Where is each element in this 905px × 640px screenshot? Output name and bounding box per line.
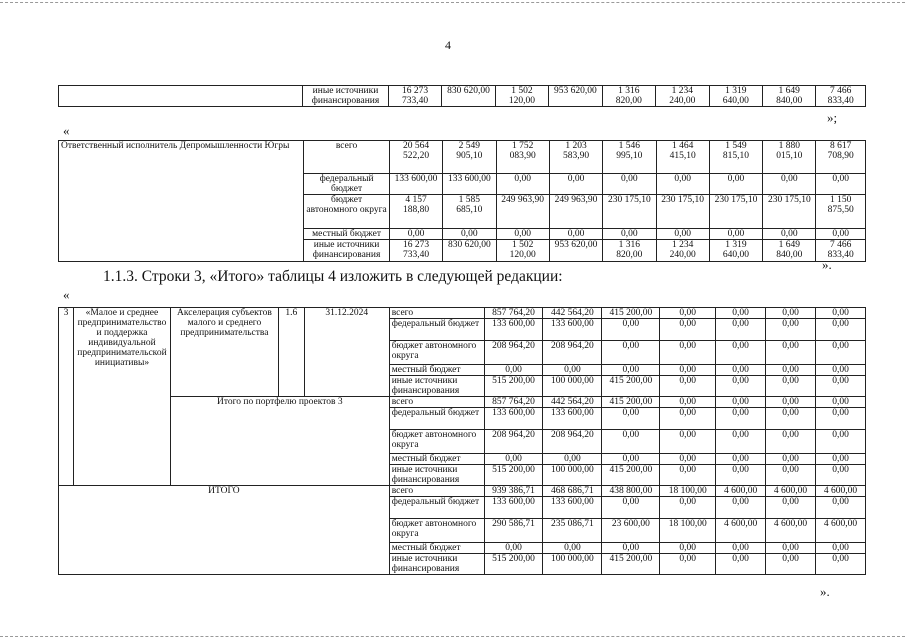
value-cell: 0,00 <box>602 454 660 465</box>
value-cell: 0,00 <box>660 543 716 554</box>
value-cell: 100 000,00 <box>543 554 602 575</box>
value-cell: 0,00 <box>709 229 762 240</box>
value-cell: 133 600,00 <box>484 319 543 341</box>
value-cell: 7 466 833,40 <box>816 240 866 262</box>
value-cell: 0,00 <box>716 376 766 397</box>
value-cell: 1 549 815,10 <box>709 141 762 174</box>
value-cell: 1 234 240,00 <box>656 240 709 262</box>
value-cell: 0,00 <box>816 454 866 465</box>
value-cell: 0,00 <box>602 543 660 554</box>
table-row <box>59 86 866 107</box>
value-cell: 0,00 <box>766 397 816 408</box>
value-cell: 0,00 <box>766 308 816 319</box>
value-cell: 0,00 <box>716 465 766 486</box>
value-cell: 1 880 015,10 <box>763 141 816 174</box>
value-cell: 4 600,00 <box>766 519 816 543</box>
value-cell: 1 316 820,00 <box>603 240 656 262</box>
row-label: иные источники финансирования <box>304 240 390 262</box>
value-cell: 0,00 <box>709 174 762 195</box>
value-cell: 0,00 <box>716 454 766 465</box>
value-cell: 0,00 <box>816 465 866 486</box>
value-cell: 0,00 <box>816 397 866 408</box>
value-cell: 0,00 <box>656 229 709 240</box>
row-label: местный бюджет <box>389 365 484 376</box>
value-cell: 0,00 <box>716 543 766 554</box>
value-cell: 0,00 <box>816 319 866 341</box>
table-row <box>59 486 866 497</box>
value-cell: 16 273 733,40 <box>389 240 442 262</box>
value-cell: 1 752 083,90 <box>496 141 549 174</box>
value-cell: 133 600,00 <box>543 408 602 430</box>
value-cell: 0,00 <box>816 365 866 376</box>
value-cell: 133 600,00 <box>543 319 602 341</box>
value-cell: 0,00 <box>660 365 716 376</box>
value-cell: 0,00 <box>766 454 816 465</box>
opening-quote: « <box>63 287 70 302</box>
value-cell: 415 200,00 <box>602 465 660 486</box>
value-cell: 0,00 <box>716 319 766 341</box>
row-label: федеральный бюджет <box>389 408 484 430</box>
value-cell: 0,00 <box>766 341 816 365</box>
value-cell: 0,00 <box>484 365 543 376</box>
value-cell: 208 964,20 <box>484 341 543 365</box>
value-cell: 515 200,00 <box>484 554 543 575</box>
value-cell: 1 546 995,10 <box>603 141 656 174</box>
value-cell: 0,00 <box>766 376 816 397</box>
value-cell: 1 649 840,00 <box>762 86 815 107</box>
value-cell: 230 175,10 <box>603 195 656 229</box>
value-cell: 830 620,00 <box>443 240 496 262</box>
value-cell: 0,00 <box>816 430 866 454</box>
value-cell: 0,00 <box>763 229 816 240</box>
value-cell: 100 000,00 <box>543 376 602 397</box>
value-cell: 16 273 733,40 <box>388 86 441 107</box>
value-cell: 18 100,00 <box>660 486 716 497</box>
row-label: бюджет автономного округа <box>389 341 484 365</box>
value-cell: 0,00 <box>602 430 660 454</box>
value-cell: 1 649 840,00 <box>763 240 816 262</box>
deadline-date: 31.12.2024 <box>304 308 389 397</box>
row-number: 3 <box>59 308 74 486</box>
value-cell: 208 964,20 <box>484 430 543 454</box>
value-cell: 0,00 <box>543 543 602 554</box>
value-cell: 1 203 583,90 <box>549 141 602 174</box>
value-cell: 0,00 <box>716 397 766 408</box>
value-cell: 4 600,00 <box>716 519 766 543</box>
value-cell: 2 549 905,10 <box>443 141 496 174</box>
value-cell: 1 464 415,10 <box>656 141 709 174</box>
row-label: всего <box>389 397 484 408</box>
event-code: 1.6 <box>278 308 304 397</box>
value-cell: 438 800,00 <box>602 486 660 497</box>
value-cell: 133 600,00 <box>389 174 442 195</box>
value-cell: 0,00 <box>816 229 866 240</box>
value-cell: 23 600,00 <box>602 519 660 543</box>
value-cell: 235 086,71 <box>543 519 602 543</box>
section-heading: 1.1.3. Строки 3, «Итого» таблицы 4 изложить в следующей редакции: <box>103 268 563 285</box>
value-cell: 230 175,10 <box>763 195 816 229</box>
value-cell: 0,00 <box>766 430 816 454</box>
value-cell: 468 686,71 <box>543 486 602 497</box>
event-name: Акселерация субъектов малого и среднего предпринимательства <box>170 308 278 397</box>
value-cell: 0,00 <box>716 497 766 519</box>
value-cell: 857 764,20 <box>484 308 543 319</box>
value-cell: 0,00 <box>603 229 656 240</box>
row-label: бюджет автономного округа <box>389 519 484 543</box>
closing-quote: ». <box>822 257 832 272</box>
value-cell: 515 200,00 <box>484 376 543 397</box>
value-cell: 0,00 <box>602 341 660 365</box>
value-cell: 0,00 <box>484 454 543 465</box>
value-cell: 8 617 708,90 <box>816 141 866 174</box>
value-cell: 0,00 <box>660 497 716 519</box>
value-cell: 0,00 <box>496 174 549 195</box>
value-cell: 0,00 <box>716 408 766 430</box>
value-cell: 0,00 <box>766 554 816 575</box>
portfolio-total-label: Итого по портфелю проектов 3 <box>170 397 389 486</box>
value-cell: 0,00 <box>602 319 660 341</box>
blank-cell <box>59 86 303 107</box>
value-cell: 4 600,00 <box>716 486 766 497</box>
value-cell: 0,00 <box>816 376 866 397</box>
value-cell: 0,00 <box>816 497 866 519</box>
value-cell: 0,00 <box>603 174 656 195</box>
value-cell: 0,00 <box>660 454 716 465</box>
value-cell: 0,00 <box>660 430 716 454</box>
value-cell: 0,00 <box>484 543 543 554</box>
value-cell: 0,00 <box>602 365 660 376</box>
value-cell: 0,00 <box>716 308 766 319</box>
row-label: иные источники финансирования <box>389 465 484 486</box>
value-cell: 442 564,20 <box>543 397 602 408</box>
value-cell: 0,00 <box>766 465 816 486</box>
scan-top-edge <box>0 2 905 3</box>
value-cell: 1 585 685,10 <box>443 195 496 229</box>
project-table <box>58 307 866 575</box>
value-cell: 415 200,00 <box>602 376 660 397</box>
value-cell: 133 600,00 <box>543 497 602 519</box>
row-label: местный бюджет <box>389 543 484 554</box>
value-cell: 0,00 <box>716 341 766 365</box>
value-cell: 0,00 <box>549 229 602 240</box>
value-cell: 0,00 <box>716 365 766 376</box>
value-cell: 4 600,00 <box>766 486 816 497</box>
value-cell: 0,00 <box>660 397 716 408</box>
value-cell: 208 964,20 <box>543 341 602 365</box>
value-cell: 0,00 <box>656 174 709 195</box>
table-row <box>59 308 866 319</box>
value-cell: 1 502 120,00 <box>495 86 548 107</box>
value-cell: 249 963,90 <box>549 195 602 229</box>
value-cell: 0,00 <box>816 308 866 319</box>
executor-table <box>58 140 866 262</box>
value-cell: 0,00 <box>543 365 602 376</box>
value-cell: 515 200,00 <box>484 465 543 486</box>
row-label: местный бюджет <box>389 454 484 465</box>
executor-cell: Ответственный исполнитель Депромышленности Югры <box>59 141 304 262</box>
value-cell: 0,00 <box>816 543 866 554</box>
row-label: всего <box>304 141 390 174</box>
row-label: всего <box>389 308 484 319</box>
value-cell: 0,00 <box>716 430 766 454</box>
value-cell: 0,00 <box>660 319 716 341</box>
value-cell: 1 234 240,00 <box>656 86 709 107</box>
value-cell: 0,00 <box>543 454 602 465</box>
value-cell: 953 620,00 <box>549 86 602 107</box>
value-cell: 290 586,71 <box>484 519 543 543</box>
value-cell: 0,00 <box>816 554 866 575</box>
value-cell: 4 600,00 <box>816 519 866 543</box>
value-cell: 0,00 <box>660 376 716 397</box>
value-cell: 0,00 <box>602 408 660 430</box>
value-cell: 939 386,71 <box>484 486 543 497</box>
closing-quote: ». <box>820 584 830 599</box>
value-cell: 249 963,90 <box>496 195 549 229</box>
value-cell: 0,00 <box>766 497 816 519</box>
row-label: федеральный бюджет <box>304 174 390 195</box>
row-label: бюджет автономного округа <box>389 430 484 454</box>
value-cell: 0,00 <box>549 174 602 195</box>
value-cell: 0,00 <box>816 341 866 365</box>
grand-total-label: ИТОГО <box>59 486 390 575</box>
value-cell: 0,00 <box>816 174 866 195</box>
value-cell: 0,00 <box>496 229 549 240</box>
row-label: федеральный бюджет <box>389 319 484 341</box>
value-cell: 1 316 820,00 <box>602 86 655 107</box>
value-cell: 0,00 <box>660 465 716 486</box>
value-cell: 0,00 <box>816 408 866 430</box>
value-cell: 0,00 <box>763 174 816 195</box>
value-cell: 1 319 640,00 <box>709 240 762 262</box>
project-name: «Малое и среднее предпринимательство и поддержка индивидуальной предпринимательской инициативы» <box>73 308 170 486</box>
row-label: бюджет автономного округа <box>304 195 390 229</box>
value-cell: 857 764,20 <box>484 397 543 408</box>
value-cell: 0,00 <box>443 229 496 240</box>
row-label: иные источники финансирования <box>389 554 484 575</box>
value-cell: 230 175,10 <box>709 195 762 229</box>
value-cell: 230 175,10 <box>656 195 709 229</box>
value-cell: 0,00 <box>602 497 660 519</box>
value-cell: 1 319 640,00 <box>709 86 762 107</box>
value-cell: 0,00 <box>660 341 716 365</box>
value-cell: 442 564,20 <box>543 308 602 319</box>
value-cell: 0,00 <box>660 308 716 319</box>
value-cell: 0,00 <box>716 554 766 575</box>
value-cell: 133 600,00 <box>484 408 543 430</box>
continuation-table <box>58 85 866 107</box>
table-row <box>59 397 866 408</box>
value-cell: 415 200,00 <box>602 308 660 319</box>
value-cell: 415 200,00 <box>602 554 660 575</box>
value-cell: 100 000,00 <box>543 465 602 486</box>
closing-quote: »; <box>827 110 838 125</box>
table-row <box>59 141 866 174</box>
value-cell: 20 564 522,20 <box>389 141 442 174</box>
value-cell: 208 964,20 <box>543 430 602 454</box>
opening-quote: « <box>63 123 70 138</box>
value-cell: 4 600,00 <box>816 486 866 497</box>
scan-bottom-edge <box>0 636 905 637</box>
value-cell: 830 620,00 <box>442 86 495 107</box>
value-cell: 415 200,00 <box>602 397 660 408</box>
value-cell: 4 157 188,80 <box>389 195 442 229</box>
value-cell: 7 466 833,40 <box>816 86 866 107</box>
value-cell: 133 600,00 <box>484 497 543 519</box>
value-cell: 953 620,00 <box>549 240 602 262</box>
value-cell: 0,00 <box>766 319 816 341</box>
row-label: иные источники финансирования <box>389 376 484 397</box>
row-label: местный бюджет <box>304 229 390 240</box>
value-cell: 0,00 <box>766 365 816 376</box>
value-cell: 133 600,00 <box>443 174 496 195</box>
value-cell: 1 150 875,50 <box>816 195 866 229</box>
value-cell: 0,00 <box>766 408 816 430</box>
row-label: федеральный бюджет <box>389 497 484 519</box>
row-label: иные источники финансирования <box>303 86 389 107</box>
value-cell: 1 502 120,00 <box>496 240 549 262</box>
value-cell: 0,00 <box>766 543 816 554</box>
value-cell: 0,00 <box>660 408 716 430</box>
row-label: всего <box>389 486 484 497</box>
value-cell: 0,00 <box>660 554 716 575</box>
value-cell: 0,00 <box>389 229 442 240</box>
value-cell: 18 100,00 <box>660 519 716 543</box>
page-number: 4 <box>445 38 451 52</box>
